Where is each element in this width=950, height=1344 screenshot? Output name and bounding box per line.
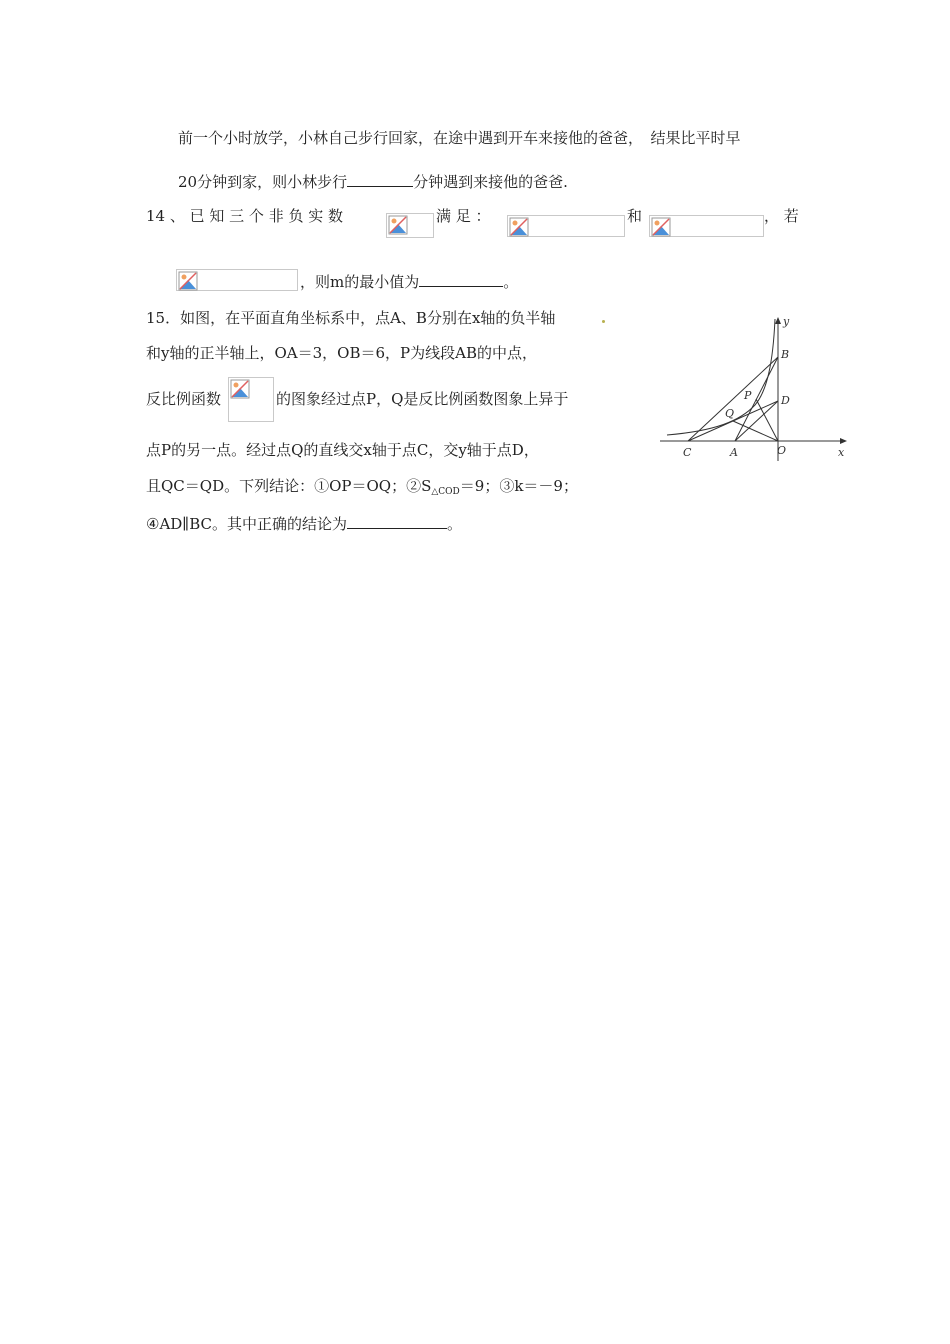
q15-line6a: ④AD∥BC。其中正确的结论为 bbox=[146, 515, 348, 533]
label-B: B bbox=[781, 348, 790, 361]
q13-line2 bbox=[178, 170, 568, 192]
q15-line1 bbox=[146, 308, 555, 328]
q15-line3a bbox=[146, 389, 221, 409]
label-y: y bbox=[783, 315, 790, 328]
broken-image-icon bbox=[388, 215, 408, 235]
q14-line2 bbox=[300, 270, 518, 292]
label-Q: Q bbox=[725, 407, 735, 420]
q15-line6b: 。 bbox=[447, 515, 463, 533]
q13-line1-text: 前一个小时放学，小林自己步行回家，在途中遇到开车来接他的爸爸， 结果比平时早 bbox=[178, 129, 741, 147]
q15-line5 bbox=[146, 476, 578, 499]
label-C: C bbox=[683, 446, 692, 459]
q15-line4 bbox=[146, 440, 539, 460]
q15-line5a: 且QC＝QD。下列结论：①OP＝OQ；②S bbox=[146, 477, 432, 495]
broken-image-icon bbox=[509, 217, 529, 237]
label-D: D bbox=[781, 394, 790, 407]
q14-seg1-text: 14 、 已 知 三 个 非 负 实 数 bbox=[146, 207, 344, 225]
y-axis-arrow bbox=[775, 317, 781, 324]
formula-image-reciprocal bbox=[228, 377, 274, 422]
q14-seg3 bbox=[627, 206, 642, 226]
q15-line6 bbox=[146, 512, 462, 534]
broken-image-icon bbox=[178, 271, 198, 291]
q13-line2b: 分钟遇到来接他的爸爸. bbox=[413, 173, 568, 191]
q14-seg5: ，则m的最小值为 bbox=[300, 273, 420, 291]
q15-line2 bbox=[146, 343, 537, 363]
x-axis-arrow bbox=[840, 438, 847, 444]
label-P: P bbox=[744, 389, 752, 402]
segment-PO bbox=[756, 399, 778, 441]
q15-line3b-text: 的图象经过点P，Q是反比例函数图象上异于 bbox=[276, 390, 569, 408]
answer-blank-q15[interactable] bbox=[347, 512, 447, 529]
q15-line1-text: 15．如图，在平面直角坐标系中，点A、B分别在x轴的负半轴 bbox=[146, 309, 556, 327]
hyperbola-curve bbox=[667, 319, 775, 435]
q14-seg6: 。 bbox=[503, 273, 519, 291]
q14-seg4 bbox=[764, 206, 799, 226]
broken-image-icon bbox=[230, 379, 250, 399]
q13-line1 bbox=[178, 128, 741, 148]
q15-subscript: △COD bbox=[431, 487, 460, 497]
answer-blank-q13[interactable] bbox=[347, 170, 413, 187]
q14-seg4-text: ， 若 bbox=[764, 207, 799, 225]
formula-image-m bbox=[176, 269, 298, 291]
broken-image-icon bbox=[651, 217, 671, 237]
q13-line2a: 20分钟到家，则小林步行 bbox=[178, 173, 348, 191]
formula-image-abc bbox=[386, 213, 434, 238]
formula-image-condition1 bbox=[507, 215, 625, 237]
label-O: O bbox=[777, 444, 787, 457]
answer-blank-q14[interactable] bbox=[419, 270, 503, 287]
q14-seg2-text: 满 足 ： bbox=[436, 207, 491, 225]
q15-line2-text: 和y轴的正半轴上，OA＝3，OB＝6，P为线段AB的中点， bbox=[146, 344, 537, 362]
segment-CB bbox=[688, 357, 778, 441]
q15-line3a-text: 反比例函数 bbox=[146, 390, 222, 408]
q14-seg3-text: 和 bbox=[627, 207, 643, 225]
q14-seg1 bbox=[146, 206, 343, 226]
label-A: A bbox=[730, 446, 738, 459]
q15-line5b: ＝9；③k＝－9； bbox=[459, 477, 578, 495]
coordinate-figure bbox=[655, 313, 855, 463]
q15-line4-text: 点P的另一点。经过点Q的直线交x轴于点C，交y轴于点D， bbox=[146, 441, 539, 459]
segment-AD bbox=[735, 401, 778, 441]
label-x: x bbox=[838, 446, 845, 459]
formula-image-condition2 bbox=[649, 215, 764, 237]
q15-line3b bbox=[276, 389, 568, 409]
stray-mark bbox=[602, 320, 605, 323]
q14-seg2 bbox=[436, 206, 491, 226]
